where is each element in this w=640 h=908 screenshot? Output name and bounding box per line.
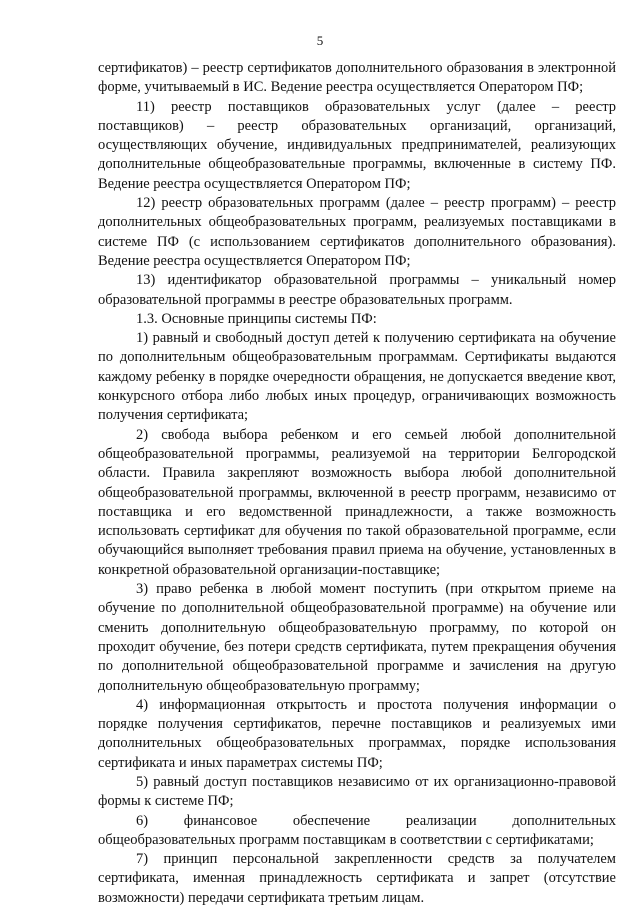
principle-7-personal-assignment: 7) принцип персональной закрепленности средств за получателем сертификата, именная принадлежность сертификата и запрет (отсутствие возможности) передачи сертификата третьим лицам.	[98, 851, 616, 906]
paragraph-12-programs-registry: 12) реестр образовательных программ (далее – реестр программ) – реестр дополнительных общеобразовательных программ, реализуемых поставщиками в системе ПФ (с использованием сертификатов дополнительного образования). Ведение реестра осуществляется Оператором ПФ;	[98, 195, 616, 269]
section-heading-1-3: 1.3. Основные принципы системы ПФ:	[136, 310, 377, 327]
principle-3-right-to-enroll: 3) право ребенка в любой момент поступить (при открытом приеме на обучение по дополнительной общеобразовательной программе) на обучение или сменить дополнительную общеобразовательную программу, по которой он проходит обучение, без потери средств сертификата, путем прекращения обучения по дополнительной общеобразовательной программе и зачисления на другую дополнительную общеобразовательную программу;	[98, 581, 616, 694]
page-number: 5	[316, 33, 324, 48]
principle-1-equal-access: 1) равный и свободный доступ детей к получению сертификата на обучение по дополнительным общеобразовательным программам. Сертификаты выдаются каждому ребенку в порядке очередности обращения, не допускается введение квот, конкурсного отбора либо любых иных процедур, ограничивающих возможность получения сертификата;	[98, 330, 616, 424]
principle-6-financial-support: 6) финансовое обеспечение реализации дополнительных общеобразовательных программ поставщикам в соответствии с сертификатами;	[98, 812, 616, 848]
paragraph-13-program-identifier: 13) идентификатор образовательной программы – уникальный номер образовательной программы в реестре образовательных программ.	[98, 272, 616, 308]
paragraph-11-providers-registry: 11) реестр поставщиков образовательных услуг (далее – реестр поставщиков) – реестр образовательных организаций, организаций, осуществляющих обучение, индивидуальных предпринимателей, реализующих дополнительные общеобразовательные программы, включенные в систему ПФ. Ведение реестра осуществляется Оператором ПФ;	[98, 98, 616, 192]
principle-4-information-openness: 4) информационная открытость и простота получения информации о порядке получения сертификатов, перечне поставщиков и реализуемых ими дополнительных общеобразовательных программах, порядке использования сертификата и иных параметрах системы ПФ;	[98, 696, 616, 771]
principle-2-freedom-of-choice: 2) свобода выбора ребенком и его семьей любой дополнительной общеобразовательной программы, реализуемой на территории Белгородской области. Правила закрепляют возможность выбора любой дополнительной общеобразовательной программы, включенной в реестр программ, независимо от поставщика и его ведомственной принадлежности, а также возможность использовать сертификат для обучения по такой образовательной программе, если обучающийся выполняет требования правил приема на обучение, установленных в конкретной образовательной организации-поставщике;	[98, 426, 616, 578]
principle-5-equal-provider-access: 5) равный доступ поставщиков независимо от их организационно-правовой формы к системе ПФ;	[98, 773, 616, 810]
paragraph-certificates-registry-end: сертификатов) – реестр сертификатов дополнительного образования в электронной форме, учитываемый в ИС. Ведение реестра осуществляется Оператором ПФ;	[98, 60, 616, 96]
document-body	[98, 59, 616, 908]
